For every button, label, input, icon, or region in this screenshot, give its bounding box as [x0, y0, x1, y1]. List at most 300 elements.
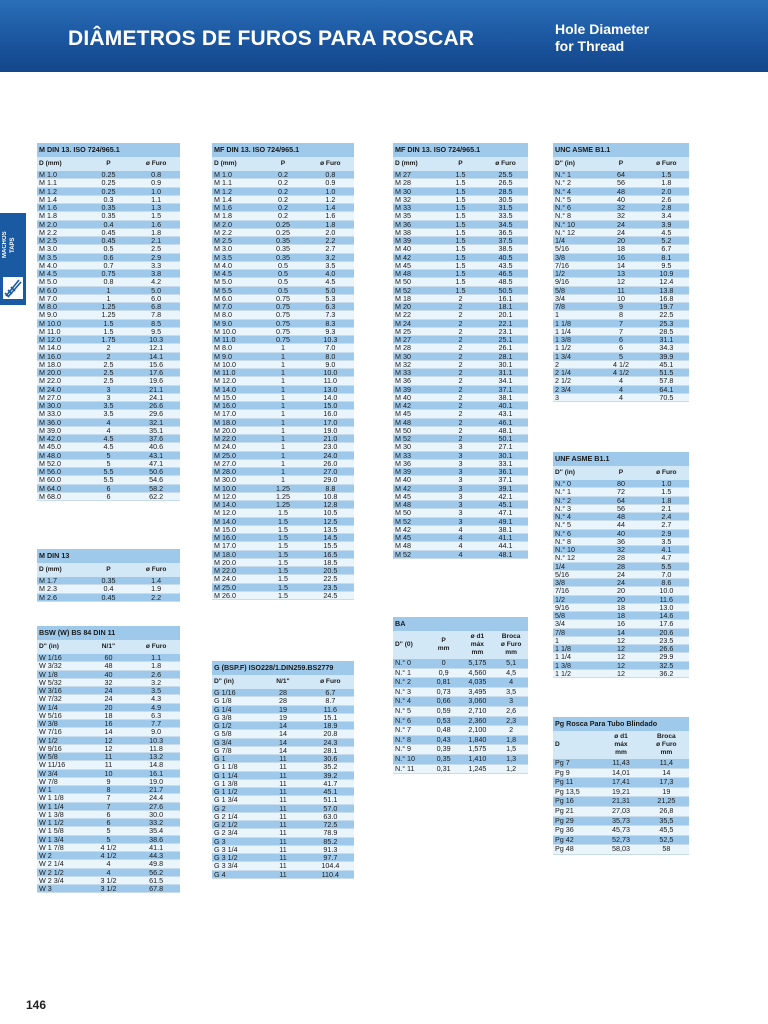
table-row — [212, 746, 354, 754]
table-cell: Pg 48 — [553, 845, 598, 855]
table-row — [37, 435, 180, 443]
table-row — [393, 369, 528, 377]
table-cell: M 30.0 — [212, 476, 259, 484]
table-cell: 1.5 — [438, 179, 483, 187]
table-cell: 20 — [85, 703, 133, 711]
table-cell: 1 — [259, 426, 306, 434]
table-cell: 19.0 — [132, 777, 180, 785]
table-cell: G 1 1/8 — [212, 763, 259, 771]
table-cell: 37.6 — [132, 435, 180, 443]
table-cell: 11.6 — [307, 705, 354, 713]
table-cell: G 1/4 — [212, 705, 259, 713]
table-cell: 1.5 — [438, 245, 483, 253]
table-row — [212, 410, 354, 418]
table-row — [212, 377, 354, 385]
table-cell: 10.0 — [307, 369, 354, 377]
table-cell: 48 — [85, 662, 133, 670]
table-cell: 0.9 — [307, 179, 354, 187]
table-cell: 4,035 — [461, 678, 495, 688]
table-row — [553, 237, 689, 245]
table-row — [553, 311, 689, 319]
table-row — [37, 777, 180, 785]
table-cell: M 26.0 — [212, 591, 259, 599]
table-cell: 1.5 — [438, 237, 483, 245]
table-cell: 4,560 — [461, 668, 495, 678]
table-cell: 39.9 — [644, 352, 689, 360]
table-cell: M 45 — [393, 492, 438, 500]
subtitle-line-1: Hole Diameter — [555, 21, 650, 37]
table-row — [212, 763, 354, 771]
table-cell: 6.8 — [132, 303, 180, 311]
table-cell: 11 — [259, 845, 306, 853]
table-cell: 2.7 — [644, 521, 689, 529]
table-cell: 2,3 — [494, 716, 528, 726]
table-cell: 3/4 — [553, 620, 598, 628]
table-cell: 78.9 — [307, 829, 354, 837]
table-cell: 2 — [438, 426, 483, 434]
table-cell: 4.2 — [132, 278, 180, 286]
table-cell: M 25.0 — [212, 451, 259, 459]
table-row — [37, 585, 180, 593]
table-row — [37, 270, 180, 278]
table-row — [37, 237, 180, 245]
table-cell: 61.5 — [132, 876, 180, 884]
table-cell: 1 — [85, 294, 133, 302]
table-cell: 0.25 — [259, 220, 306, 228]
table-cell: 1/2 — [553, 270, 598, 278]
table-cell: 18 — [598, 612, 643, 620]
table-cell: 1.6 — [132, 220, 180, 228]
table-cell: 1 3/8 — [553, 661, 598, 669]
table-cell: 7.8 — [132, 311, 180, 319]
table-cell: 1.5 — [438, 195, 483, 203]
table-row — [393, 435, 528, 443]
column-header: D" (in) — [212, 675, 259, 689]
table-row — [212, 385, 354, 393]
table-row — [393, 352, 528, 360]
table-title: UNC ASME B1.1 — [553, 143, 689, 157]
table-cell: 11 — [598, 286, 643, 294]
table-cell: 35.1 — [132, 426, 180, 434]
table-cell: 2.2 — [307, 237, 354, 245]
table-cell: 0,31 — [427, 764, 461, 774]
table-cell: 28.1 — [307, 746, 354, 754]
table-cell: M 1.8 — [212, 212, 259, 220]
table-cell: 2.5 — [85, 360, 133, 368]
table-cell: 36 — [598, 537, 643, 545]
table-cell: 11.8 — [132, 744, 180, 752]
table-cell: W 1 3/4 — [37, 835, 85, 843]
table-cell: 14.8 — [132, 761, 180, 769]
table-cell: 0,59 — [427, 706, 461, 716]
table-cell: 14.6 — [644, 612, 689, 620]
table-cell: 1.0 — [132, 187, 180, 195]
table-cell: 4.5 — [644, 228, 689, 236]
table-row — [212, 689, 354, 697]
table-cell: M 10.0 — [212, 484, 259, 492]
table-cell: M 68.0 — [37, 492, 85, 500]
table-cell: 12 — [598, 669, 643, 677]
table-cell: W 1/4 — [37, 703, 85, 711]
table-cell: 50.1 — [483, 435, 528, 443]
subtitle-line-2: for Thread — [555, 38, 625, 54]
table-row — [37, 278, 180, 286]
table-row — [553, 645, 689, 653]
table-cell: 0.5 — [259, 286, 306, 294]
table-cell: 38.5 — [483, 245, 528, 253]
table-cell: 8.0 — [307, 352, 354, 360]
table-cell: 9.0 — [132, 728, 180, 736]
table-bsp-g — [212, 661, 354, 879]
section-side-tab[interactable] — [0, 213, 26, 305]
table-cell: 25.5 — [483, 171, 528, 179]
table-cell: 1 1/8 — [553, 645, 598, 653]
table-cell: G 2 — [212, 804, 259, 812]
table-cell: M 14.0 — [37, 344, 85, 352]
table-cell: 27.1 — [483, 443, 528, 451]
table-cell: 10 — [85, 769, 133, 777]
table-cell: 1 — [259, 468, 306, 476]
table-cell: N.° 10 — [553, 220, 598, 228]
table-row — [212, 195, 354, 203]
table-cell: 8 — [85, 786, 133, 794]
table-cell: 20.6 — [644, 628, 689, 636]
table-cell: 1.5 — [259, 567, 306, 575]
table-cell: 2 — [438, 352, 483, 360]
table-cell: 58.2 — [132, 484, 180, 492]
table-cell: W 2 — [37, 852, 85, 860]
table-row — [553, 245, 689, 253]
table-cell: M 35 — [393, 212, 438, 220]
table-cell: 2 1/4 — [553, 369, 598, 377]
table-row — [37, 753, 180, 761]
table-cell: 1 1/2 — [553, 669, 598, 677]
page-title: DIÂMETROS DE FUROS PARA ROSCAR — [68, 27, 475, 50]
table-cell: 30.6 — [307, 755, 354, 763]
table-cell: 12 — [598, 636, 643, 644]
table-cell: Pg 21 — [553, 806, 598, 816]
table-row — [37, 476, 180, 484]
table-row — [553, 513, 689, 521]
table-row — [393, 204, 528, 212]
table-row — [553, 228, 689, 236]
table-cell: M 1.0 — [37, 171, 85, 179]
table-row — [37, 744, 180, 752]
table-cell: 1.5 — [438, 261, 483, 269]
table-cell: 0 — [427, 659, 461, 668]
table-cell: N.° 5 — [553, 195, 598, 203]
table-cell: 20.1 — [483, 311, 528, 319]
table-cell: 4 — [85, 418, 133, 426]
table-cell: 91.3 — [307, 845, 354, 853]
table-cell: 9.3 — [307, 327, 354, 335]
table-cell: 10.8 — [307, 492, 354, 500]
table-cell: 2 — [438, 435, 483, 443]
table-row — [393, 294, 528, 302]
table-row — [212, 525, 354, 533]
table-row — [212, 253, 354, 261]
table-cell: 14 — [259, 722, 306, 730]
table-unc — [553, 143, 689, 402]
table-cell: 32.5 — [644, 661, 689, 669]
table-cell: M 17.0 — [212, 542, 259, 550]
column-header: ø d1 máx mm — [598, 731, 643, 759]
table-cell: M 3.5 — [212, 253, 259, 261]
table-cell: 2,360 — [461, 716, 495, 726]
table-cell: 1.5 — [438, 204, 483, 212]
table-row — [212, 393, 354, 401]
table-cell: 0.3 — [85, 195, 133, 203]
table-cell: 21.1 — [132, 385, 180, 393]
table-cell: 22.5 — [644, 311, 689, 319]
table-cell: 0.35 — [85, 577, 133, 585]
table-cell: 2.5 — [132, 245, 180, 253]
table-cell: 31.5 — [483, 204, 528, 212]
table-cell: 28 — [259, 697, 306, 705]
table-row — [393, 484, 528, 492]
table-cell: 13 — [598, 270, 643, 278]
table-cell: M 1.2 — [37, 187, 85, 195]
table-row — [393, 764, 528, 774]
table-cell: M 1.1 — [37, 179, 85, 187]
table-cell: 19 — [259, 705, 306, 713]
table-cell: 3 — [438, 484, 483, 492]
table-cell: M 12.0 — [37, 336, 85, 344]
table-row — [393, 726, 528, 736]
table-cell: 31.1 — [644, 336, 689, 344]
table-cell: 3 1/2 — [85, 876, 133, 884]
table-row — [212, 476, 354, 484]
table-cell: M 1.8 — [37, 212, 85, 220]
table-row — [37, 336, 180, 344]
table-row — [212, 228, 354, 236]
table-row — [553, 171, 689, 179]
table-cell: 10.3 — [132, 736, 180, 744]
table-row — [37, 577, 180, 585]
table-cell: W 1 5/8 — [37, 827, 85, 835]
table-cell: 3 — [438, 459, 483, 467]
table-cell: 17,3 — [644, 778, 689, 788]
table-row — [393, 228, 528, 236]
table-cell: 2 — [438, 385, 483, 393]
table-row — [37, 728, 180, 736]
table-cell: 35.2 — [307, 763, 354, 771]
table-cell: 20 — [598, 595, 643, 603]
table-cell: 7/8 — [553, 303, 598, 311]
table-cell: N.° 0 — [393, 659, 427, 668]
table-row — [393, 687, 528, 697]
table-cell: 30.1 — [483, 451, 528, 459]
table-cell: N.° 10 — [553, 546, 598, 554]
table-row — [553, 220, 689, 228]
table-cell: 1 — [259, 410, 306, 418]
table-row — [553, 504, 689, 512]
column-header: P — [259, 157, 306, 171]
table-cell: M 25 — [393, 327, 438, 335]
table-cell: 2 — [438, 311, 483, 319]
table-cell: N.° 2 — [393, 678, 427, 688]
table-cell: 1 — [553, 636, 598, 644]
table-cell: 6 — [598, 336, 643, 344]
table-cell: M 32 — [393, 360, 438, 368]
table-cell: 34.5 — [483, 220, 528, 228]
table-title: UNF ASME B1.1 — [553, 452, 689, 466]
table-cell: M 8.0 — [212, 344, 259, 352]
table-cell: 12.1 — [132, 344, 180, 352]
table-cell: M 50 — [393, 278, 438, 286]
column-header: D (mm) — [37, 157, 85, 171]
table-cell: 51.5 — [644, 369, 689, 377]
table-row — [37, 228, 180, 236]
table-cell: M 2.0 — [37, 220, 85, 228]
table-cell: M 3.0 — [212, 245, 259, 253]
table-cell: 1 — [259, 393, 306, 401]
table-cell: 1 — [259, 385, 306, 393]
table-title: M DIN 13. ISO 724/965.1 — [37, 143, 180, 157]
table-cell: 85.2 — [307, 837, 354, 845]
table-cell: 23.5 — [644, 636, 689, 644]
table-cell: M 50 — [393, 509, 438, 517]
table-row — [37, 786, 180, 794]
table-cell: 12.5 — [307, 517, 354, 525]
table-row — [212, 829, 354, 837]
table-cell: 0,73 — [427, 687, 461, 697]
column-header: D (mm) — [393, 157, 438, 171]
table-cell: M 1.6 — [212, 204, 259, 212]
table-cell: 14 — [598, 261, 643, 269]
table-cell: 9 — [85, 777, 133, 785]
table-row — [212, 509, 354, 517]
table-cell: 58 — [644, 845, 689, 855]
table-row — [37, 835, 180, 843]
table-cell: G 1 — [212, 755, 259, 763]
table-row — [393, 659, 528, 668]
table-cell: M 2.3 — [37, 585, 85, 593]
table-cell: N.° 6 — [393, 716, 427, 726]
table-row — [553, 261, 689, 269]
table-cell: 0.6 — [85, 253, 133, 261]
table-cell: 5/16 — [553, 245, 598, 253]
table-cell: 40.6 — [132, 443, 180, 451]
table-row — [37, 802, 180, 810]
table-row — [37, 593, 180, 601]
table-cell: M 18 — [393, 294, 438, 302]
table-cell: 2.2 — [132, 593, 180, 601]
table-row — [37, 352, 180, 360]
table-cell: M 30.0 — [37, 402, 85, 410]
table-cell: 22.5 — [307, 575, 354, 583]
table-cell: 1.1 — [132, 195, 180, 203]
table-cell: 24.5 — [307, 591, 354, 599]
table-cell: 8.6 — [644, 579, 689, 587]
table-cell: 9.0 — [307, 360, 354, 368]
table-cell: 3 — [438, 492, 483, 500]
table-row — [37, 769, 180, 777]
table-cell: 4 1/2 — [85, 843, 133, 851]
table-cell: 12.4 — [644, 278, 689, 286]
table-cell: 0.2 — [259, 212, 306, 220]
table-cell: 60 — [85, 654, 133, 662]
table-row — [393, 393, 528, 401]
table-cell: W 3/4 — [37, 769, 85, 777]
table-cell: 21.0 — [307, 435, 354, 443]
table-cell: 8.3 — [307, 319, 354, 327]
table-unf — [553, 452, 689, 678]
table-cell: 15.5 — [307, 542, 354, 550]
table-cell: M 15.0 — [212, 393, 259, 401]
table-cell: 3.2 — [307, 253, 354, 261]
table-cell: 32 — [598, 546, 643, 554]
table-cell: G 1/8 — [212, 697, 259, 705]
table-cell: M 30 — [393, 187, 438, 195]
table-cell: 1.5 — [259, 542, 306, 550]
table-row — [393, 754, 528, 764]
table-row — [212, 517, 354, 525]
table-row — [37, 443, 180, 451]
table-cell: 16.0 — [307, 410, 354, 418]
table-cell: G 3 1/4 — [212, 845, 259, 853]
table-cell: 2.8 — [644, 204, 689, 212]
table-title: MF DIN 13. ISO 724/965.1 — [212, 143, 354, 157]
table-cell: W 1 1/2 — [37, 819, 85, 827]
table-cell: 11 — [85, 761, 133, 769]
table-cell: 32.1 — [132, 418, 180, 426]
table-row — [393, 697, 528, 707]
table-row — [37, 852, 180, 860]
table-cell: 7.0 — [644, 570, 689, 578]
table-cell: W 5/32 — [37, 678, 85, 686]
table-cell: 5.5 — [644, 562, 689, 570]
table-cell: 14 — [259, 746, 306, 754]
table-cell: 26.1 — [483, 344, 528, 352]
column-header: P — [598, 466, 643, 480]
column-header: D" (0) — [393, 631, 427, 659]
column-header: ø Furo — [644, 466, 689, 480]
table-cell: 1.5 — [644, 171, 689, 179]
table-cell: M 20 — [393, 303, 438, 311]
table-cell: 11 — [85, 753, 133, 761]
table-cell: M 4.5 — [212, 270, 259, 278]
table-cell: M 1.0 — [212, 171, 259, 179]
table-row — [553, 554, 689, 562]
table-cell: M 48 — [393, 418, 438, 426]
table-row — [212, 567, 354, 575]
table-cell: G 1 1/2 — [212, 788, 259, 796]
table-row — [393, 245, 528, 253]
table-cell: 11.6 — [644, 595, 689, 603]
table-row — [553, 845, 689, 855]
table-cell: 62.2 — [132, 492, 180, 500]
table-row — [553, 352, 689, 360]
table-row — [37, 484, 180, 492]
table-cell: 3.5 — [644, 537, 689, 545]
table-cell: 14 — [598, 628, 643, 636]
table-row — [212, 360, 354, 368]
table-cell: 29.9 — [644, 653, 689, 661]
column-header: D (mm) — [212, 157, 259, 171]
table-row — [212, 336, 354, 344]
table-cell: 10.5 — [307, 509, 354, 517]
table-row — [393, 706, 528, 716]
table-row — [553, 587, 689, 595]
table-cell: 48.1 — [483, 426, 528, 434]
table-row — [393, 410, 528, 418]
table-cell: 36.1 — [483, 468, 528, 476]
table-row — [553, 521, 689, 529]
table-row — [37, 662, 180, 670]
table-row — [393, 270, 528, 278]
table-cell: 38.6 — [132, 835, 180, 843]
